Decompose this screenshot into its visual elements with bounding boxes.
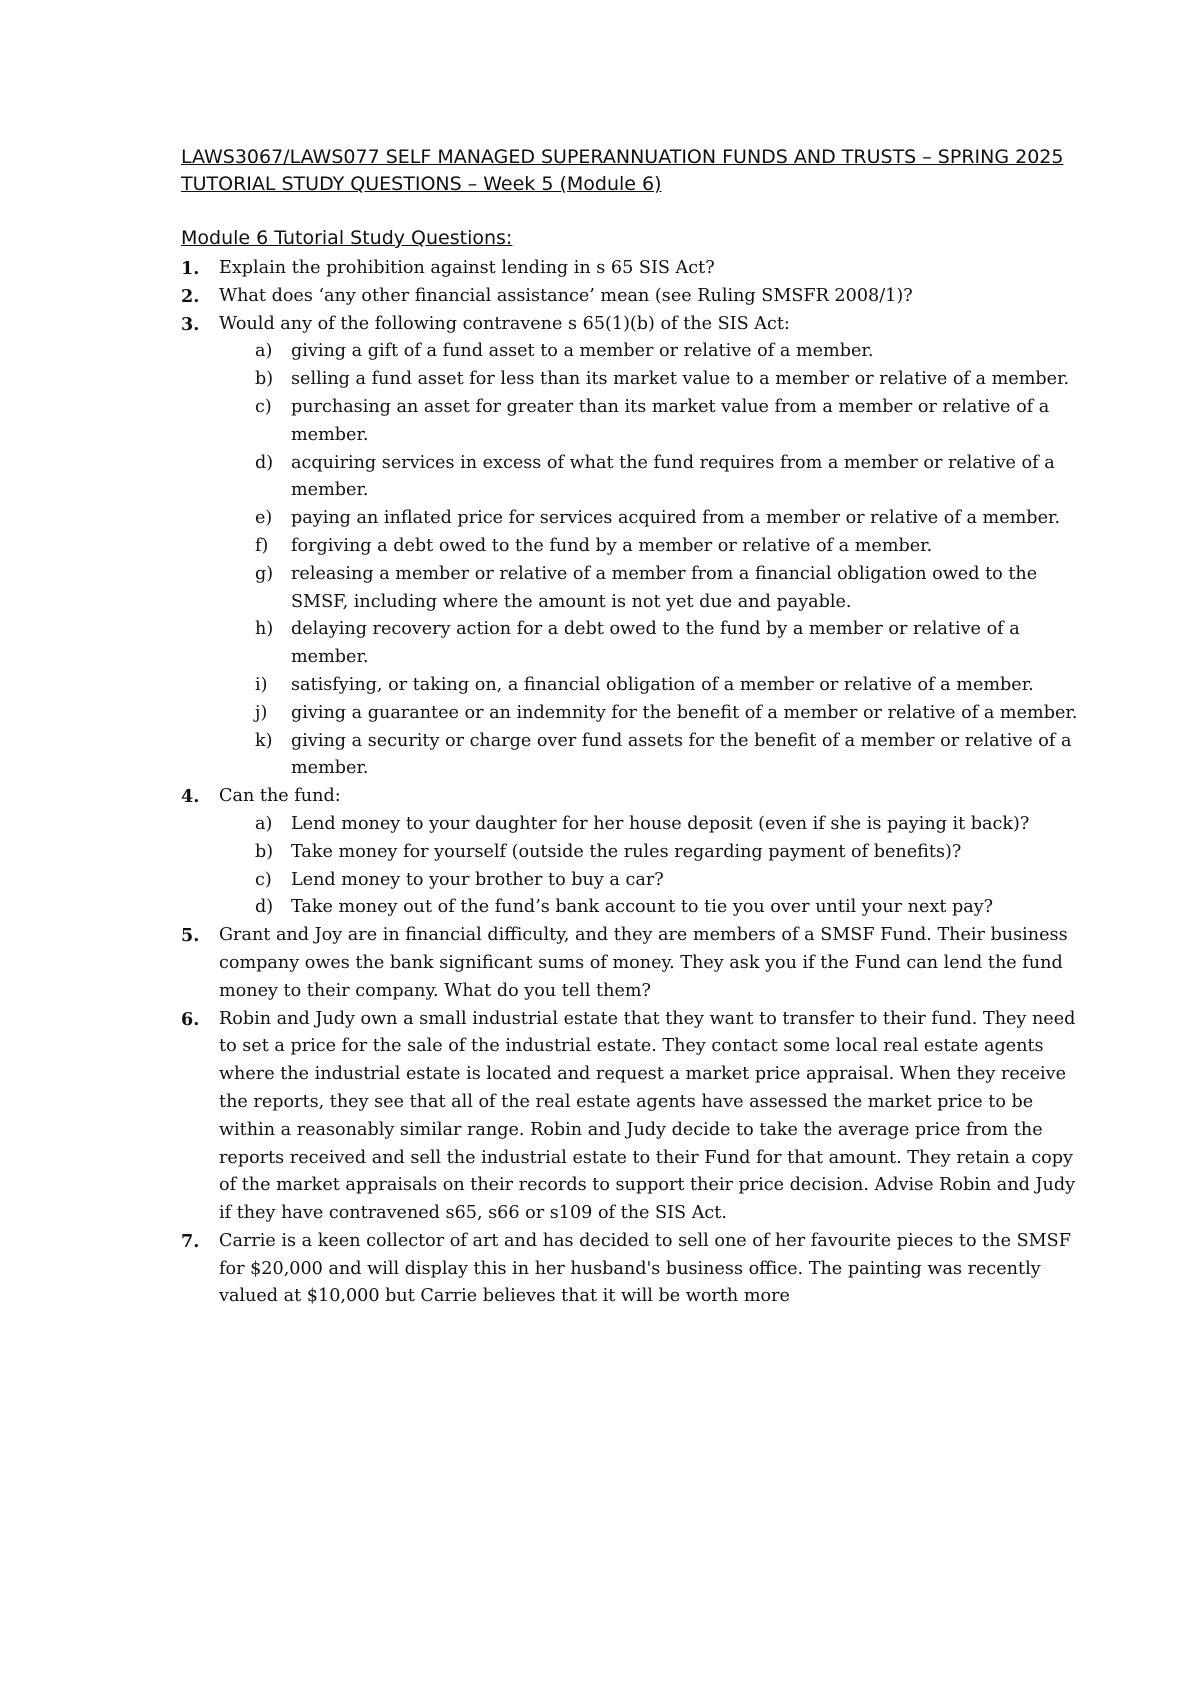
sub-text: Take money out of the fund’s bank account to tie you over until your next pay? [291,897,994,918]
sub-question-3j [181,700,1081,728]
sub-letter: b) [255,369,274,390]
question-2 [181,283,1081,311]
sub-text: giving a security or charge over fund assets for the benefit of a member or relative of a member. [291,730,1072,779]
sub-question-4b [181,839,1081,867]
sub-question-3g [181,561,1081,617]
sub-question-3i [181,672,1081,700]
question-text: Would any of the following contravene s 65(1)(b) of the SIS Act: [219,313,790,334]
question-5 [181,922,1081,1005]
sub-text: selling a fund asset for less than its market value to a member or relative of a member. [291,369,1070,390]
sub-letter: i) [255,674,268,695]
question-1 [181,255,1081,283]
sub-letter: j) [255,702,268,723]
question-number: 3. [181,313,200,335]
question-number: 4. [181,786,200,808]
question-number: 1. [181,258,200,279]
sub-text: purchasing an asset for greater than its market value from a member or relative of a member. [291,396,1050,445]
sub-question-3d [181,450,1081,506]
sub-text: Lend money to your brother to buy a car? [291,869,664,890]
sub-text: forgiving a debt owed to the fund by a member or relative of a member. [291,535,933,556]
sub-text: Take money for yourself (outside the rules regarding payment of benefits)? [291,841,962,862]
sub-text: releasing a member or relative of a member from a financial obligation owed to the SMSF, including where the amount is not yet due and payable. [291,563,1038,612]
question-text: Can the fund: [219,786,341,807]
sub-question-4a [181,811,1081,839]
sub-text: satisfying, or taking on, a financial obligation of a member or relative of a member. [291,674,1034,695]
sub-question-3e [181,505,1081,533]
sub-question-3c [181,394,1081,450]
sub-question-3k [181,728,1081,784]
module-heading: Module 6 Tutorial Study Questions: [181,227,513,249]
question-number: 5. [181,925,200,947]
question-text: What does ‘any other financial assistance’ mean (see Ruling SMSFR 2008/1)? [219,285,913,306]
sub-text: giving a guarantee or an indemnity for the benefit of a member or relative of a member. [291,702,1078,723]
sub-letter: g) [255,563,274,584]
question-number: 2. [181,285,200,307]
question-3 [181,311,1081,339]
question-number: 6. [181,1008,200,1030]
sub-question-3h [181,616,1081,672]
sub-question-3a [181,338,1081,366]
sub-letter: c) [255,869,272,890]
question-4 [181,783,1081,811]
sub-letter: k) [255,730,273,751]
sub-letter: e) [255,508,273,529]
sub-letter: h) [255,619,274,640]
sub-text: Lend money to your daughter for her house deposit (even if she is paying it back)? [291,813,1030,834]
sub-letter: b) [255,841,274,862]
question-text: Robin and Judy own a small industrial estate that they want to transfer to their fund. They need to set a price for the sale of the industrial estate. They contact some local real estate agents where the industrial estate is located and request a market price appraisal. When they receive the reports, they see that all of the real estate agents have assessed the market price to be within a reasonably similar range. Robin and Judy decide to take the average price from the reports received and sell the industrial estate to their Fund for that amount. They retain a copy of the market appraisals on their records to support their price decision. Advise Robin and Judy if they have contravened s65, s66 or s109 of the SIS Act. [219,1008,1076,1224]
sub-question-3b [181,366,1081,394]
question-7 [181,1228,1081,1311]
sub-letter: f) [255,535,269,556]
course-title: LAWS3067/LAWS077 SELF MANAGED SUPERANNUATION FUNDS AND TRUSTS – SPRING 2025 [181,146,1064,168]
sub-letter: d) [255,452,274,473]
question-text: Explain the prohibition against lending in s 65 SIS Act? [219,258,715,278]
question-number: 7. [181,1230,200,1252]
sub-letter: d) [255,897,274,918]
question-list [181,255,1081,1311]
sub-question-3f [181,533,1081,561]
sub-text: acquiring services in excess of what the fund requires from a member or relative of a member. [291,452,1055,501]
sub-letter: c) [255,396,272,417]
sub-question-4d [181,894,1081,922]
document-content [181,144,1081,1311]
sub-question-4c [181,867,1081,895]
sub-text: giving a gift of a fund asset to a member or relative of a member. [291,341,874,362]
question-text: Carrie is a keen collector of art and has decided to sell one of her favourite pieces to the SMSF for $20,000 and will display this in her husband's business office. The painting was recently valued at $10,000 but Carrie believes that it will be worth more [219,1230,1071,1307]
sub-letter: a) [255,813,273,834]
question-6 [181,1006,1081,1228]
sub-text: paying an inflated price for services acquired from a member or relative of a member. [291,508,1061,529]
tutorial-subtitle: TUTORIAL STUDY QUESTIONS – Week 5 (Module 6) [181,173,662,195]
question-text: Grant and Joy are in financial difficulty, and they are members of a SMSF Fund. Their business company owes the bank significant sums of money. They ask you if the Fund can lend the fund money to their company. What do you tell them? [219,925,1068,1001]
sub-letter: a) [255,341,273,362]
sub-text: delaying recovery action for a debt owed to the fund by a member or relative of a member. [291,619,1020,668]
